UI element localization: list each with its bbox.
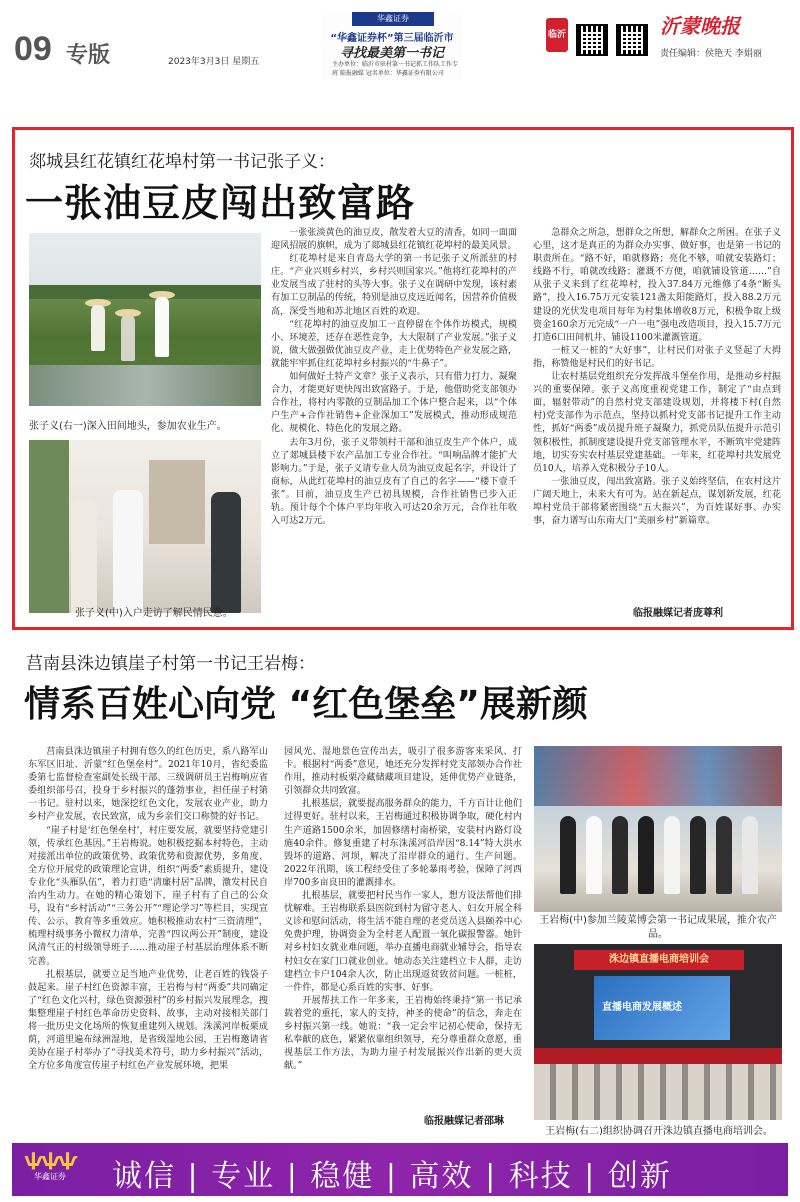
city-logo: 临沂 — [546, 18, 568, 52]
paragraph: 急群众之所急，想群众之所想，解群众之所困。在张子义心里，这才是真正的为群众办实事、做好事，也是第一书记的职责所在。“路不好，咱就修路；亮化不够，咱就安装路灯；线路不行，咱就改线路；灌溉不方便，咱就铺设管道……”自从张子义来到了红花埠村，投入37.84万元维修了4条“断头路”，投入16.75万元安装121盏太阳能路灯，投入88.2万元建设的光伏发电项目每年为村集体增收8万元，积极争取上级资金160余万元完成“一户一电”强电改造项目，投入15.7万元打造6口田间机井、铺设1100米灌溉管道。 — [533, 228, 781, 343]
qr-code-icon — [616, 24, 648, 56]
story1-photo2-caption: 张子义(中)入户走访了解民情民意。 — [75, 608, 233, 619]
story2-photo-training — [534, 944, 782, 1120]
story2-body-col1 — [28, 746, 268, 1136]
sponsor-logo: ѱѱѱ 华鑫证券 — [20, 1150, 80, 1190]
story2-photo-expo — [534, 746, 782, 912]
sponsor-logo: 华鑫证券 — [352, 12, 434, 26]
story1-photo-visit — [29, 440, 261, 613]
story1-body-col2 — [533, 227, 781, 609]
section-label: 专版 — [66, 43, 111, 68]
paragraph: 开展帮扶工作一年多来，王岩梅始终秉持“第一书记承载着党的重托，家人的支持，神圣的使命”的信念，奔走在乡村振兴第一线。她说：“我一定会牢记初心使命，保持无私奉献的底色，紧紧依靠组织领导，充分尊重群众意愿，重视基层工作方法，为助力崖子村发展振兴作出新的更大贡献。” — [284, 995, 522, 1072]
story2-kicker: 莒南县洙边镇崖子村第一书记王岩梅： — [26, 654, 315, 674]
paragraph: “红花埠村的油豆皮加工一直停留在个体作坊模式，规模小、环境差，还存在恶性竞争，大大限制了产业发展。”张子义说，做大做强做优油豆皮产业，走上优势特色产业发展之路，就能牢牢抓住红花埠村乡村振兴的“牛鼻子”。 — [271, 319, 517, 369]
story1-body-col1 — [271, 227, 517, 609]
editors-credit: 责任编辑：侯艳天 李娟丽 — [660, 49, 762, 59]
sponsor-ad-banner — [12, 1143, 788, 1196]
paragraph: 莒南县洙边镇崖子村拥有悠久的红色历史，系八路军山东军区旧址、沂蒙“红色堡垒村”。2021年10月，省纪委监委第七监督检查室副处长级干部、三级调研员王岩梅响应省委组织部号召，投身于乡村振兴的蓬勃事业，担任崖子村第一书记。驻村以来，她深挖红色文化，发展农业产业，助力乡村产业发展，农民致富，成为乡亲们交口称赞的好书记。 — [28, 747, 268, 823]
paragraph: 红花埠村是来自青岛大学的第一书记张子义所派驻的村庄。“产业兴则乡村兴，乡村兴则国家兴。”他将红花埠村的产业发展当成了驻村的头等大事。张子义在调研中发现，该村素有加工豆制品的传统，特别是油豆皮远近闻名，因营养价值极高，深受当地和苏北地区百姓的欢迎。 — [271, 254, 517, 317]
training-banner: 洙边镇直播电商培训会 — [574, 950, 744, 970]
page-number: 09 — [14, 30, 52, 68]
story1-photo-field — [29, 233, 261, 406]
paragraph: 园风光、湿地景色宣传出去，吸引了很多游客来采风、打卡。根据村“两委”意见，她还充分发挥村党支部领办合作社作用，推动村板栗冷藏储藏项目建设，延伸优势产业链条，引领群众共同致富。 — [284, 747, 522, 797]
event-slogan: 寻找最美第一书记 — [339, 46, 444, 61]
paragraph: 让农村基层党组织充分发挥战斗堡垒作用，是推动乡村振兴的重要保障。张子义高度重视党建工作，制定了“由点到面，辐射带动”的自然村党支部建设规划，并将楼下村(自然村)党支部作为示范点，坚持以抓村党支部书记提升工作主动性，抓好“两委”成员提升班子凝聚力，抓党员队伍提升示范引领积极性，抓制度建设提升党支部管理水平，不断筑牢党建阵地，切实夯实农村基层党建基础。一年来，红花埠村共发展党员10人，培养入党积极分子10人。 — [533, 372, 781, 474]
paragraph: 扎根基层，就要提高服务群众的能力，千方百计让他们过得更好。驻村以来，王岩梅通过积极协调争取，硬化村内生产道路1500余米，加固修缮村南桥梁，安装村内路灯设施40余件。修复重建了村东洙溪河沿岸因“8.14”特大洪水毁坏的道路、河坝，解决了沿岸群众的通行、生产问题。2022年汛期，该工程经受住了多轮暴雨考验，保障了河西岸700多亩良田的灌溉排水。 — [284, 799, 522, 888]
story1-photo1-caption: 张子义(右一)深入田间地头，参加农业生产。 — [29, 421, 227, 432]
sponsor-logo-text: 华鑫证券 — [34, 1172, 66, 1181]
paragraph: “崖子村是‘红色堡垒村’，村庄要发展，就要坚持党建引领，传承红色基因。”王岩梅说。她积极挖掘本村特色，主动对接派出单位的政策优势、政策优势和资源优势，多角度、全方位开展党的政策理论宣讲，组织“两委”素质提升，建设专业化“头雁队伍”，着力打造“清廉村居”品牌，激发村民自治内生动力。在她的精心策划下，崖子村有了自己的公众号，设有“乡村活动”“三务公开”“理论学习”等栏目，实现宣传、公示、教育等多重效应。她积极推动农村“三资清理”，梳理村级事务小微权力清单，完善“四议两公开”制度，建设风清气正的村级领导班子……推动崖子村基层治理体系不断完善。 — [28, 825, 268, 967]
event-organizers: 主办单位：临沂市驻村第一书记抓工作队工作专班 临报融媒 冠名单位：华鑫证券有限公司 — [332, 61, 459, 77]
story2-byline: 临报融媒记者邵琳 — [424, 1116, 504, 1127]
story2-photo3-caption: 王岩梅(中)参加兰陵菜博会第一书记成果展，推介农产品。 — [539, 915, 777, 940]
story2-body-col2 — [284, 746, 522, 1110]
paragraph: 一桩又一桩的“大好事”，让村民们对张子义竖起了大拇指，称赞他是村民们的好书记。 — [533, 345, 781, 369]
paragraph: 去年3月份，张子义带领村干部和油豆皮生产个体户，成立了郯城县楼下农产品加工专业合作社。“叫响品牌才能扩大影响力。”于是，张子义请专业人员为油豆皮起名字，并设计了商标，从此红花埠村的油豆皮有了自己的名字——“楼下壹千张”。目前，油豆皮生产已初具规模，合作社销售已步入正轨。预计每个个体户平均年收入可达20余万元，合作社年收入可达2万元。 — [271, 437, 517, 527]
paragraph: 扎根基层，就要立足当地产业优势，让老百姓的钱袋子鼓起来。崖子村红色资源丰富，王岩梅与村“两委”共同确定了“红色文化兴村，绿色资源强村”的乡村振兴发展理念，搜集整理崖子村红色革命历史资料、故事，主动对接相关部门将一批历史文化场所的恢复重建列入规划。洙溪河岸板栗成荫，河道里遍布绿洲湿地，是省级湿地公园，王岩梅邀请省美协在崖子村举办了“寻找美术符号，助力乡村振兴”活动，全方位多角度宣传崖子村红色产业发展环境，把果 — [28, 969, 268, 1072]
paragraph: 一张张淡黄色的油豆皮，散发着大豆的清香，如同一面面迎风招展的旗帜，成为了郯城县红花镇红花埠村的最美风景。 — [271, 228, 517, 252]
paragraph: 如何做好土特产文章？张子义表示，只有借力打力、凝聚合力，才能更好更快闯出致富路子。于是，他借助党支部领办合作社，将村内零散的豆制品加工个体户整合起来，以“个体户生产+合作社销售+企业深加工”发展模式，推动形成规范化、规模化、特色化的发展之路。 — [271, 372, 517, 435]
projection-screen — [594, 976, 730, 1040]
story1-byline: 临报融媒记者庞尊利 — [633, 608, 723, 619]
paragraph: 扎根基层，就要把村民当作一家人，想方设法帮他们排忧解难。王岩梅联系县医院到村为留守老人、妇女开展全科义诊和慰问活动，将生活不能自理的老党员送入县颐养中心免费护理，协调资金为全村老人配置一氧化碳报警器。她针对乡村妇女就业难问题，举办直播电商就业辅导会，指导农村妇女在家门口就业创业。她动态关注建档立卡人群，走访建档立卡户104余人次，防止出现返贫致贫问题。一桩桩，一件件，都是心系百姓的实事、好事。 — [284, 891, 522, 993]
story2-photo4-caption: 王岩梅(右二)组织协调召开洙边镇直播电商培训会。 — [545, 1126, 773, 1137]
story-zhang-ziyi — [12, 127, 794, 630]
paragraph: 一张油豆皮，闯出致富路。张子义始终坚信，在农村这片广阔天地上，未来大有可为。站在新起点，谋划新发展，红花埠村党员干部将紧密围绕“五大振兴”，为百姓谋好事、办实事，奋力谱写山东南大门“美丽乡村”新篇章。 — [533, 476, 781, 527]
story1-headline: 一张油豆皮闯出致富路 — [25, 181, 416, 225]
newspaper-logo: 沂蒙晚报 — [660, 14, 740, 38]
event-banner — [322, 12, 462, 80]
sponsor-slogan: 诚信 | 专业 | 稳健 | 高效 | 科技 | 创新 — [112, 1159, 672, 1194]
story2-headline: 情系百姓心向党 “红色堡垒”展新颜 — [24, 684, 588, 725]
projection-text: 直播电商发展概述 — [602, 1002, 682, 1013]
story1-kicker: 郯城县红花镇红花埠村第一书记张子义： — [29, 152, 335, 172]
masthead — [0, 0, 800, 80]
qr-code-icon — [576, 24, 608, 56]
issue-date: 2023年3月3日 星期五 — [168, 57, 260, 67]
event-name: “华鑫证券杯”第三届临沂市 — [330, 33, 454, 44]
